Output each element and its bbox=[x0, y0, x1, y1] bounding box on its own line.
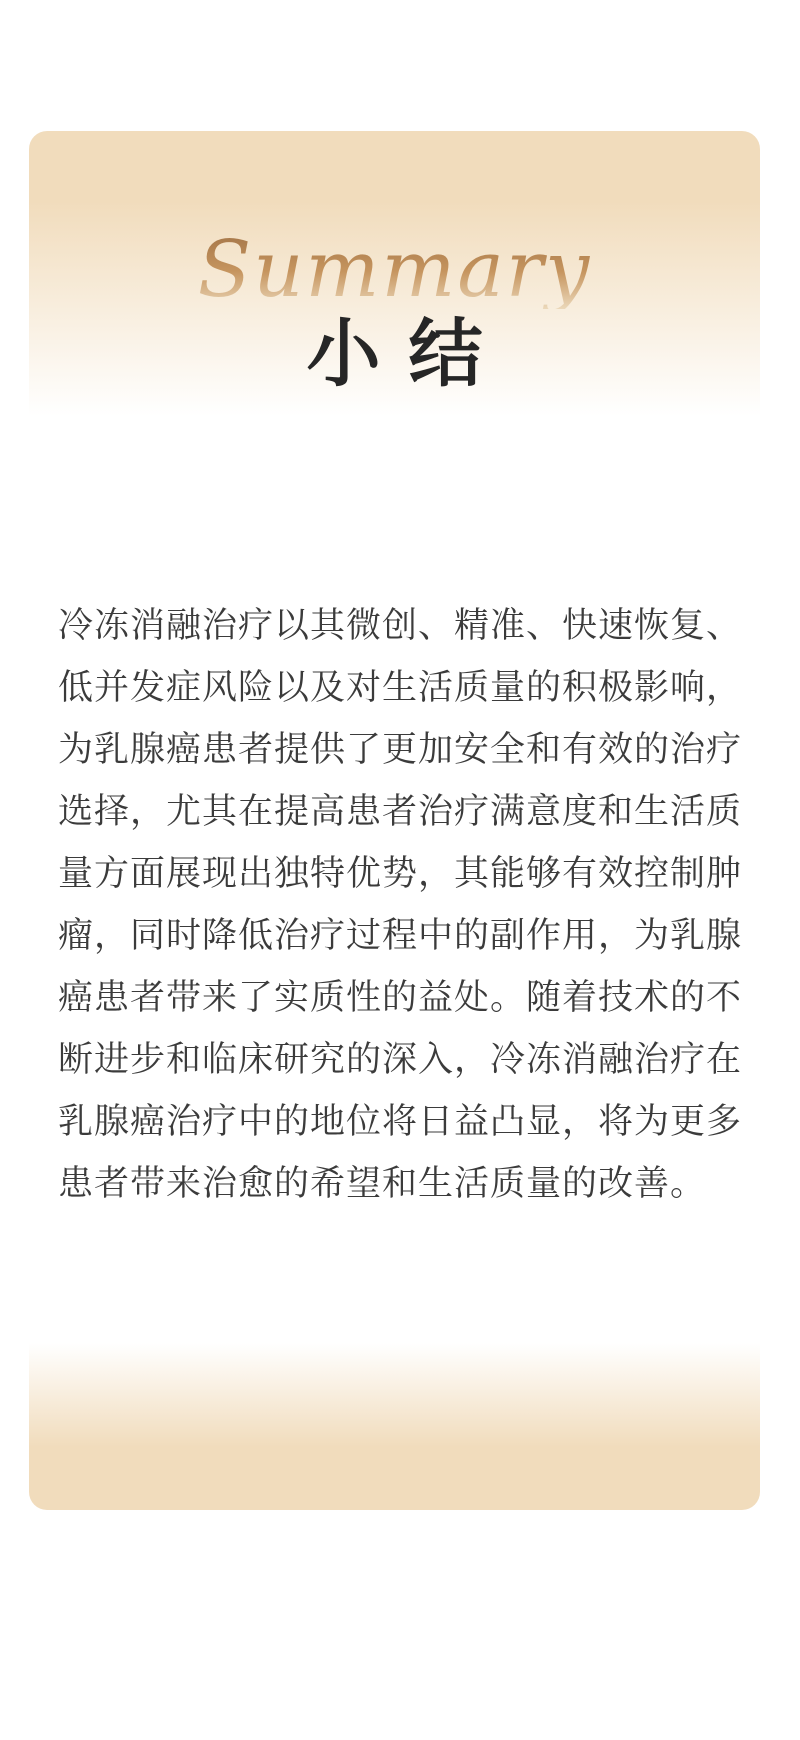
summary-paragraph bbox=[58, 595, 748, 1215]
paragraph-line: 选择，尤其在提高患者治疗满意度和生活质 bbox=[58, 792, 743, 832]
paragraph-line: 低并发症风险以及对生活质量的积极影响， bbox=[58, 668, 743, 708]
summary-script-text: Summary bbox=[197, 225, 592, 315]
paragraph-line: 癌患者带来了实质性的益处。随着技术的不 bbox=[58, 978, 743, 1018]
paragraph-line: 乳腺癌治疗中的地位将日益凸显，将为更多 bbox=[58, 1102, 743, 1142]
summary-script-title bbox=[29, 225, 760, 315]
paragraph-line: 瘤，同时降低治疗过程中的副作用，为乳腺 bbox=[58, 916, 743, 956]
summary-card bbox=[29, 131, 760, 1510]
paragraph-line: 量方面展现出独特优势，其能够有效控制肿 bbox=[58, 854, 743, 894]
paragraph-line: 为乳腺癌患者提供了更加安全和有效的治疗 bbox=[58, 730, 743, 770]
paragraph-line: 断进步和临床研究的深入，冷冻消融治疗在 bbox=[58, 1040, 743, 1080]
paragraph-line: 患者带来治愈的希望和生活质量的改善。 bbox=[58, 1164, 707, 1204]
section-title: 小结 bbox=[306, 311, 511, 397]
paragraph-line: 冷冻消融治疗以其微创、精准、快速恢复、 bbox=[58, 606, 743, 646]
